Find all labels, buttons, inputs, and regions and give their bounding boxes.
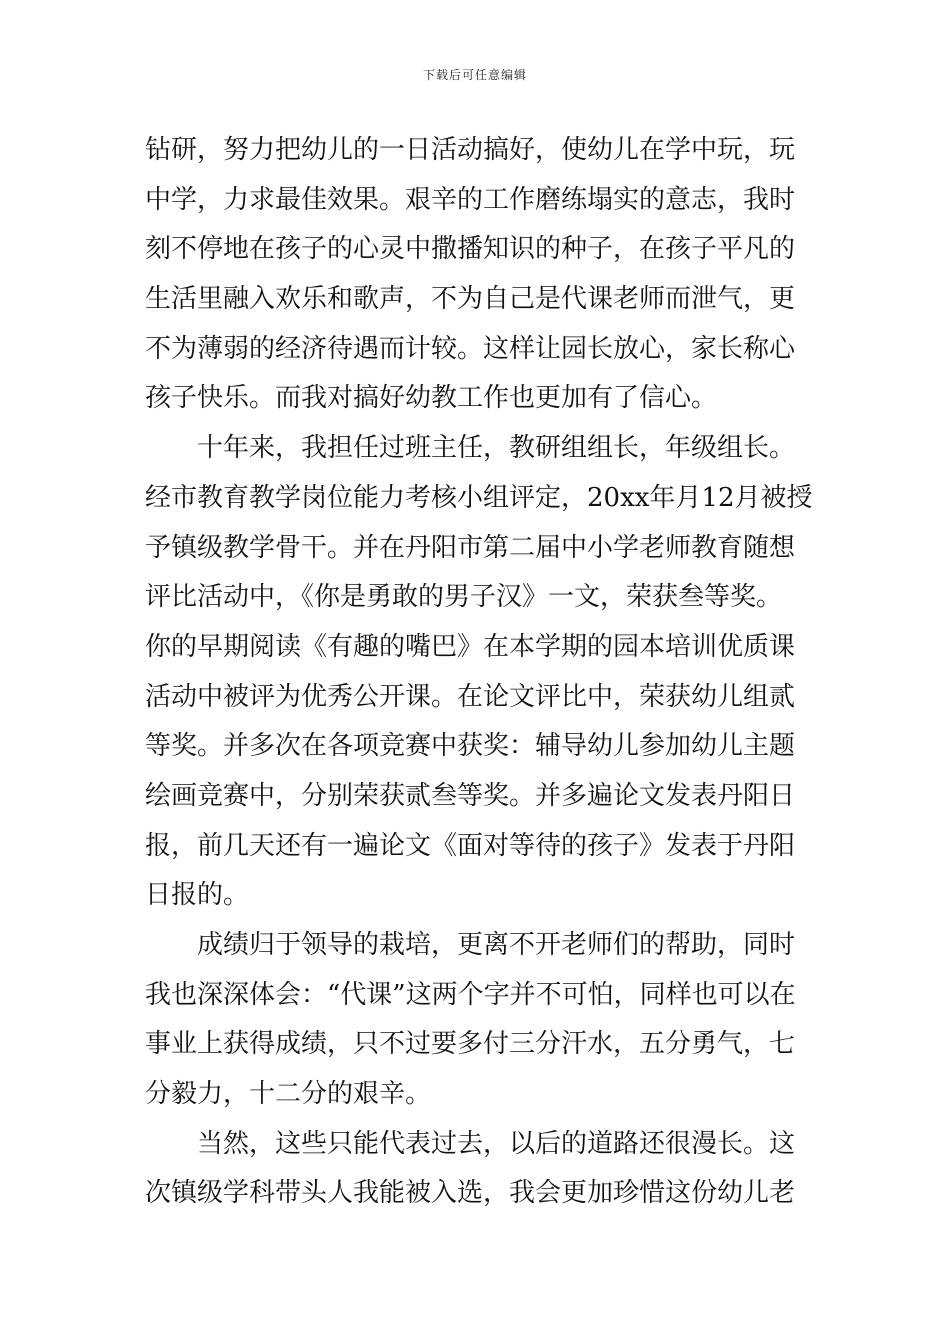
text-line: 日报的。 [145, 880, 250, 911]
text-line: 不为薄弱的经济待遇而计较。这样让园长放心，家长称心 [145, 333, 796, 364]
text-line: 活动中被评为优秀公开课。在论文评比中，荣获幼儿组贰 [145, 681, 796, 712]
text-line: 等奖。并多次在各项竞赛中获奖：辅导幼儿参加幼儿主题 [145, 731, 796, 762]
text-line: 中学，力求最佳效果。艰辛的工作磨练塌实的意志，我时 [145, 184, 796, 215]
text-line: 钻研，努力把幼儿的一日活动搞好，使幼儿在学中玩，玩 [145, 135, 796, 165]
text-line: 分毅力，十二分的艰辛。 [145, 1079, 432, 1110]
text-line: 孩子快乐。而我对搞好幼教工作也更加有了信心。 [145, 383, 718, 414]
text-line: 生活里融入欢乐和歌声，不为自己是代课老师而泄气，更 [145, 284, 796, 315]
page-header: 下载后可任意编辑 [422, 68, 527, 82]
text-line: 事业上获得成绩，只不过要多付三分汗水，五分勇气，七 [145, 1029, 796, 1060]
text-line: 予镇级教学骨干。并在丹阳市第二届中小学老师教育随想 [145, 532, 796, 563]
text-line: 经市教育教学岗位能力考核小组评定，20xx年月12月被授 [145, 482, 813, 513]
text-line: 我也深深体会：“代课”这两个字并不可怕，同样也可以在 [145, 979, 796, 1010]
text-line: 次镇级学科带头人我能被入选，我会更加珍惜这份幼儿老 [145, 1178, 796, 1209]
text-line: 刻不停地在孩子的心灵中撒播知识的种子，在孩子平凡的 [145, 234, 796, 265]
text-line: 评比活动中，《你是勇敢的男子汉》一文，荣获叁等奖。 [145, 582, 783, 613]
text-line: 绘画竞赛中，分别荣获贰叁等奖。并多遍论文发表丹阳日 [145, 780, 796, 811]
text-line: 报，前几天还有一遍论文《面对等待的孩子》发表于丹阳 [145, 830, 796, 861]
text-line: 你的早期阅读《有趣的嘴巴》在本学期的园本培训优质课 [145, 631, 796, 662]
document-body [145, 126, 813, 1219]
text-line: 十年来，我担任过班主任，教研组组长，年级组长。 [145, 433, 796, 464]
text-line: 当然，这些只能代表过去，以后的道路还很漫长。这 [145, 1128, 796, 1159]
text-line: 成绩归于领导的栽培，更离不开老师们的帮助，同时 [145, 930, 796, 960]
